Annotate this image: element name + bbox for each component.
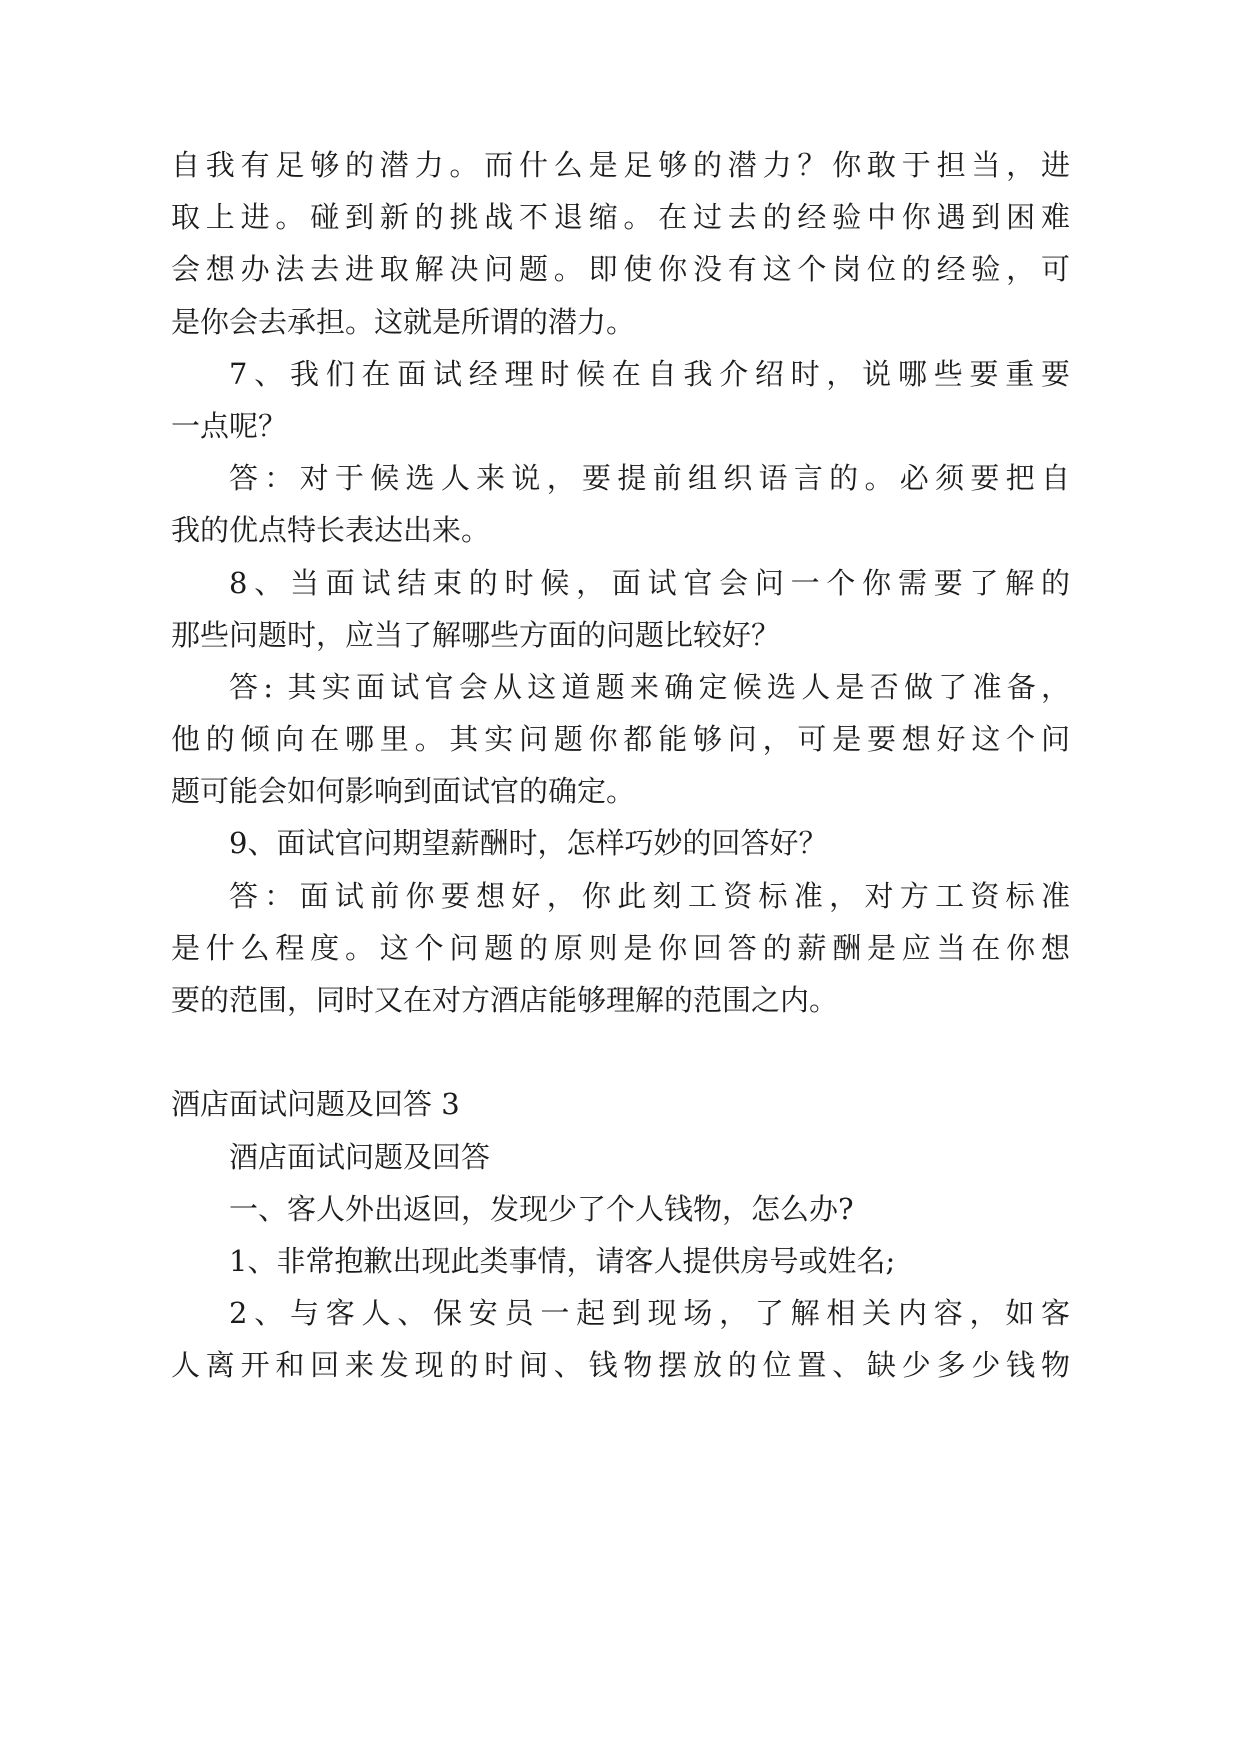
section-heading: 酒店面试问题及回答 3 <box>171 1087 460 1122</box>
text-line: 是什么程度。这个问题的原则是你回答的薪酬是应当在你想 <box>171 930 1070 965</box>
paragraph <box>171 452 1070 556</box>
document-page <box>171 139 1070 1392</box>
text-line: 答: 其实面试官会从这道题来确定候选人是否做了准备， <box>229 669 1070 704</box>
text-line: 酒店面试问题及回答 <box>229 1139 491 1174</box>
text-line: 取上进。碰到新的挑战不退缩。在过去的经验中你遇到困难 <box>171 200 1070 235</box>
text-line: 7、我们在面试经理时候在自我介绍时，说哪些要重要 <box>229 356 1070 391</box>
paragraph <box>171 1287 1070 1391</box>
text-line: 自我有足够的潜力。而什么是足够的潜力？你敢于担当，进 <box>171 148 1070 182</box>
blank-line <box>171 1026 1070 1078</box>
paragraph <box>171 1183 1070 1235</box>
text-line: 是你会去承担。这就是所谓的潜力。 <box>171 304 636 339</box>
text-line: 一点呢？ <box>171 408 288 443</box>
text-line: 答：对于候选人来说，要提前组织语言的。必须要把自 <box>229 461 1070 496</box>
text-line: 他的倾向在哪里。其实问题你都能够问，可是要想好这个问 <box>171 722 1070 757</box>
paragraph <box>171 348 1070 452</box>
text-line: 要的范围，同时又在对方酒店能够理解的范围之内。 <box>171 983 839 1017</box>
paragraph <box>171 661 1070 818</box>
paragraph <box>171 1131 1070 1183</box>
text-line: 题可能会如何影响到面试官的确定。 <box>171 774 636 809</box>
text-line: 答：面试前你要想好，你此刻工资标准，对方工资标准 <box>229 878 1070 913</box>
text-line: 人离开和回来发现的时间、钱物摆放的位置、缺少多少钱物 <box>171 1348 1070 1383</box>
paragraph <box>171 817 1070 869</box>
paragraph <box>171 139 1070 348</box>
paragraph <box>171 870 1070 1027</box>
text-line: 那些问题时，应当了解哪些方面的问题比较好？ <box>171 617 781 652</box>
paragraph <box>171 1235 1070 1287</box>
text-line: 我的优点特长表达出来。 <box>171 513 491 548</box>
paragraph <box>171 557 1070 661</box>
text-line: 1、非常抱歉出现此类事情，请客人提供房号或姓名; <box>229 1243 896 1278</box>
text-line: 9、面试官问期望薪酬时，怎样巧妙的回答好？ <box>229 826 828 861</box>
text-line: 8、当面试结束的时候，面试官会问一个你需要了解的 <box>229 565 1070 600</box>
text-line: 会想办法去进取解决问题。即使你没有这个岗位的经验，可 <box>171 252 1070 287</box>
text-line: 2、与客人、保安员一起到现场，了解相关内容，如客 <box>229 1296 1070 1331</box>
text-line: 一、客人外出返回，发现少了个人钱物，怎么办? <box>229 1191 854 1226</box>
